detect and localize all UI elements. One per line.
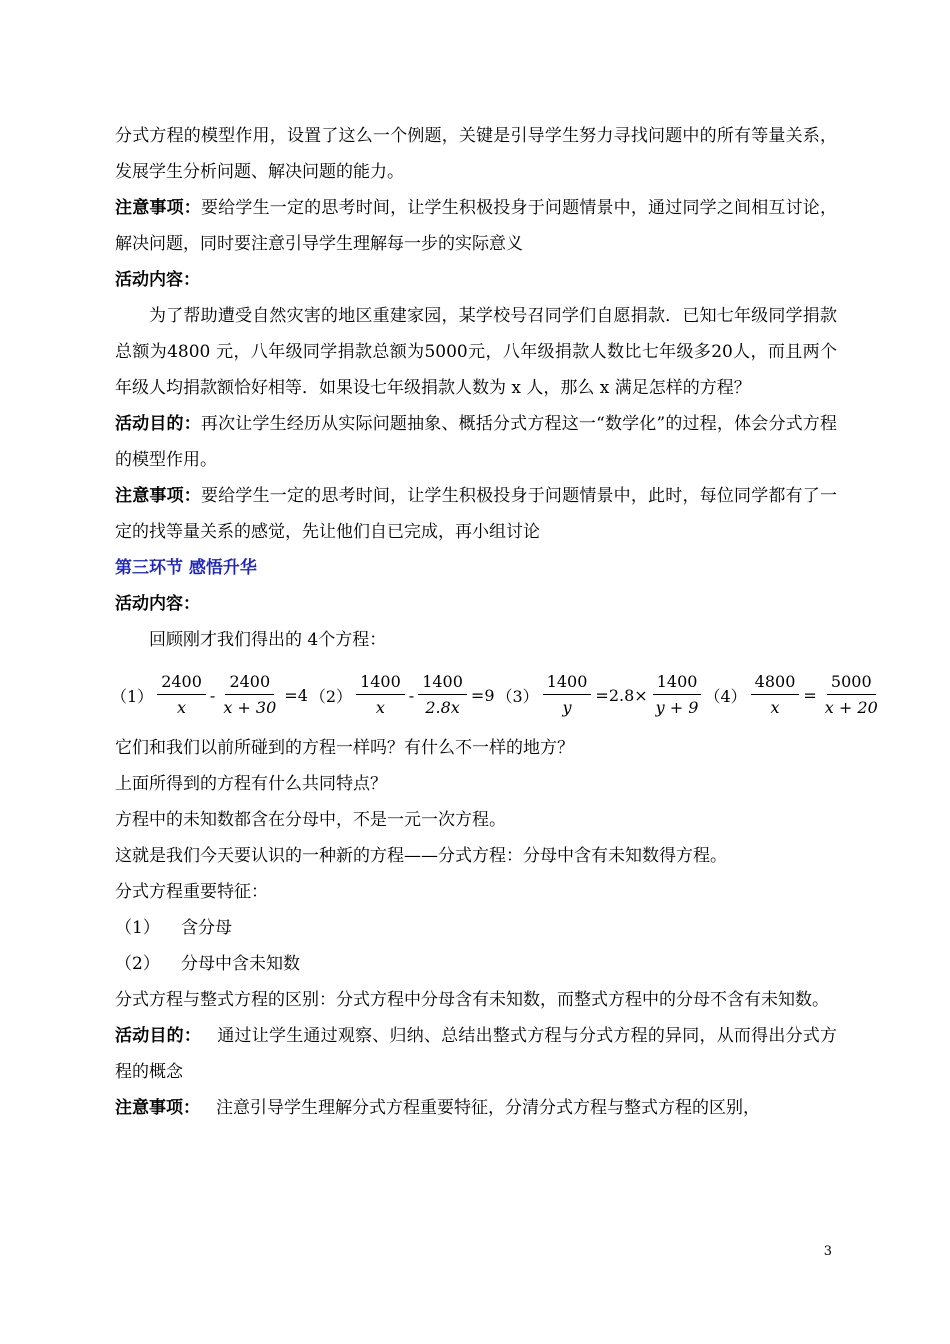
fraction xyxy=(751,670,800,721)
note-paragraph-1 xyxy=(115,190,837,262)
answer-2: 这就是我们今天要认识的一种新的方程——分式方程：分母中含有未知数得方程。 xyxy=(115,846,727,866)
denominator: x + 20 xyxy=(824,697,878,717)
feature-item-2 xyxy=(115,946,837,982)
denominator: x xyxy=(177,697,187,717)
note-label: 注意事项： xyxy=(115,486,201,506)
numerator: 1400 xyxy=(653,670,702,695)
feature-text: 分母中含未知数 xyxy=(181,954,300,974)
note-text: 要给学生一定的思考时间，让学生积极投身于问题情景中，此时，每位同学都有了一定的找等量关系的感觉，先让他们自已完成，再小组讨论 xyxy=(115,486,838,542)
answer-1: 方程中的未知数都含在分母中，不是一元一次方程。 xyxy=(115,810,506,830)
page-content xyxy=(111,118,878,1126)
equation-2 xyxy=(310,670,497,721)
purpose-text: 再次让学生经历从实际问题抽象、概括分式方程这一“数学化”的过程，体会分式方程的模型作用。 xyxy=(115,414,837,470)
note-text: 要给学生一定的思考时间，让学生积极投身于问题情景中，通过同学之间相互讨论，解决问题，同时要注意引导学生理解每一步的实际意义 xyxy=(115,198,838,254)
fraction xyxy=(543,670,592,721)
fraction xyxy=(219,670,280,721)
feature-number: （2） xyxy=(115,954,160,974)
denominator: x xyxy=(375,697,385,717)
activity-content-label: 活动内容： xyxy=(115,270,200,290)
problem-paragraph: 为了帮助遭受自然灾害的地区重建家园，某学校号召同学们自愿捐款．已知七年级同学捐款总额为4800 元，八年级同学捐款总额为5000元，八年级捐款人数比七年级多20人，而且两个年级人均捐款额恰好相等．如果设七年级捐款人数为 x 人，那么 x 满足怎样的方程？ xyxy=(115,306,837,398)
feature-item-1 xyxy=(115,910,837,946)
fraction xyxy=(157,670,206,721)
right-hand-side: =4 xyxy=(284,685,308,705)
fraction xyxy=(652,670,703,721)
section-heading: 第三环节 感悟升华 xyxy=(115,558,257,578)
numerator: 1400 xyxy=(543,670,592,695)
equation-number: （4） xyxy=(704,686,747,706)
question-1: 它们和我们以前所碰到的方程一样吗？有什么不一样的地方？ xyxy=(115,738,574,758)
activity-content-label: 活动内容： xyxy=(115,594,200,614)
note-paragraph-3 xyxy=(115,1090,837,1126)
equations-row xyxy=(111,662,878,728)
fraction xyxy=(821,670,882,721)
equation-number: （1） xyxy=(111,686,154,706)
equation-number: （3） xyxy=(496,686,539,706)
denominator: x + 30 xyxy=(223,697,277,717)
review-line: 回顾刚才我们得出的 4个方程： xyxy=(149,630,387,650)
numerator: 1400 xyxy=(356,670,405,695)
operator: - xyxy=(209,685,216,705)
purpose-label: 活动目的： xyxy=(115,414,201,434)
operator: = xyxy=(803,685,817,705)
numerator: 2400 xyxy=(225,670,274,695)
note-label: 注意事项： xyxy=(115,1098,200,1118)
operator: =2.8× xyxy=(595,685,648,705)
numerator: 1400 xyxy=(418,670,467,695)
numerator: 5000 xyxy=(827,670,876,695)
purpose-paragraph-2 xyxy=(115,1018,837,1090)
note-text: 注意引导学生理解分式方程重要特征，分清分式方程与整式方程的区别， xyxy=(216,1098,760,1118)
numerator: 4800 xyxy=(751,670,800,695)
fraction xyxy=(356,670,405,721)
note-paragraph-2 xyxy=(115,478,837,550)
purpose-label: 活动目的： xyxy=(115,1026,202,1046)
equation-3 xyxy=(497,670,705,721)
operator: - xyxy=(408,685,415,705)
denominator: 2.8x xyxy=(425,697,460,717)
numerator: 2400 xyxy=(157,670,206,695)
denominator: y + 9 xyxy=(655,697,699,717)
purpose-text: 通过让学生通过观察、归纳、总结出整式方程与分式方程的异同，从而得出分式方程的概念 xyxy=(115,1026,838,1082)
equation-4 xyxy=(704,670,883,721)
features-title: 分式方程重要特征： xyxy=(115,882,268,902)
paragraph-model-role: 分式方程的模型作用，设置了这么一个例题，关键是引导学生努力寻找问题中的所有等量关系，发展学生分析问题、解决问题的能力。 xyxy=(115,126,837,182)
denominator: y xyxy=(562,697,572,717)
purpose-paragraph-1 xyxy=(115,406,837,478)
feature-text: 含分母 xyxy=(181,918,232,938)
page-number: 3 xyxy=(823,1244,832,1259)
equation-number: （2） xyxy=(309,686,353,706)
question-2: 上面所得到的方程有什么共同特点？ xyxy=(115,774,387,794)
note-label: 注意事项： xyxy=(115,198,201,218)
fraction xyxy=(418,670,467,721)
feature-number: （1） xyxy=(115,918,160,938)
equation-1 xyxy=(111,670,310,721)
denominator: x xyxy=(770,697,780,717)
right-hand-side: =9 xyxy=(470,685,495,705)
difference-paragraph: 分式方程与整式方程的区别：分式方程中分母含有未知数，而整式方程中的分母不含有未知数。 xyxy=(115,990,829,1010)
